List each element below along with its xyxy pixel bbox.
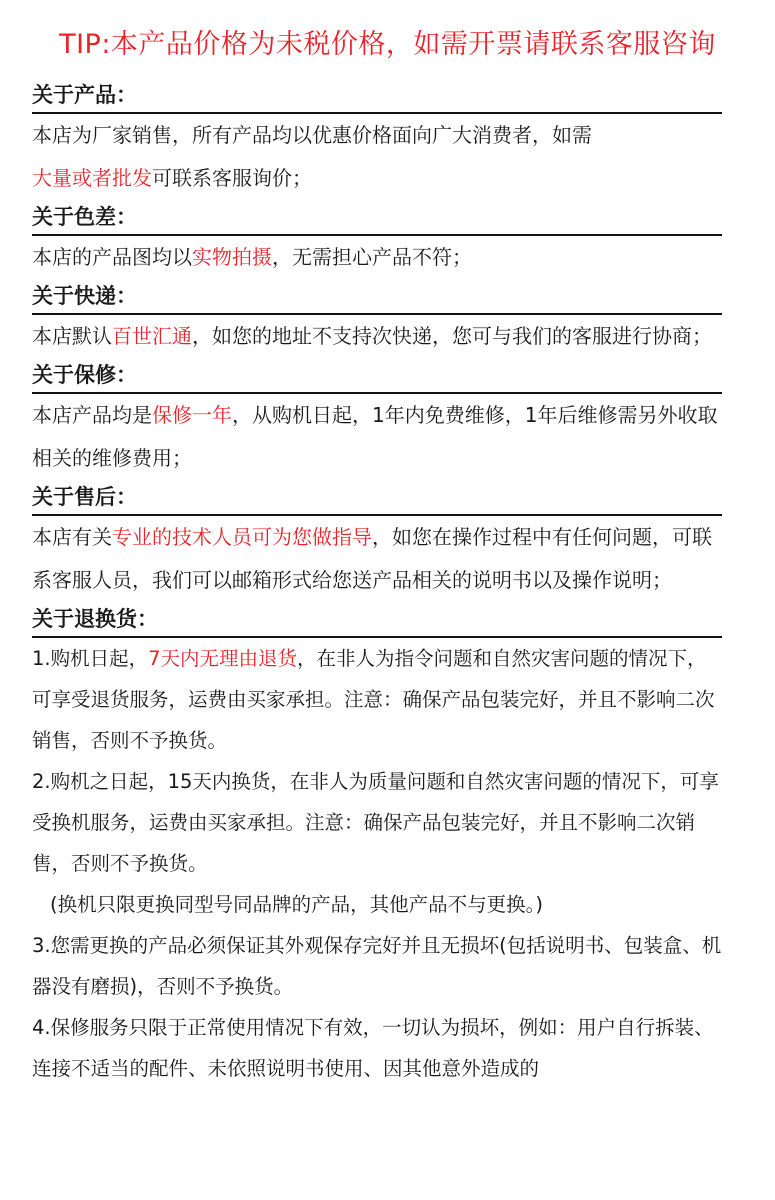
list-item: 2.购机之日起，15天内换货，在非人为质量问题和自然灾害问题的情况下，可享受换机服务，运费由买家承担。注意：确保产品包装完好，并且不影响二次销售，否则不予换货。 <box>32 770 719 875</box>
section-text: 本店产品均是保修一年，从购机日起，1年内免费维修，1年后维修需另外收取相关的维修费用； <box>32 403 718 470</box>
section-heading: 关于产品： <box>32 78 722 114</box>
highlight-text: 大量或者批发 <box>32 166 152 190</box>
section-returns <box>32 602 722 1089</box>
section-product <box>32 78 722 200</box>
section-delivery <box>32 279 722 358</box>
section-heading: 关于退换货： <box>32 602 722 638</box>
section-text: 本店有关专业的技术人员可为您做指导，如您在操作过程中有任何问题，可联系客服人员，我们可以邮箱形式给您送产品相关的说明书以及操作说明； <box>32 525 712 592</box>
section-warranty <box>32 358 722 480</box>
section-color <box>32 200 722 279</box>
highlight-text: 百世汇通 <box>112 324 192 348</box>
section-text: 本店为厂家销售，所有产品均以优惠价格面向广大消费者，如需 大量或者批发可联系客服询价； <box>32 123 592 190</box>
section-heading: 关于快递： <box>32 279 722 315</box>
highlight-text: 实物拍摄 <box>192 245 272 269</box>
highlight-text: 7天内无理由退货 <box>148 647 298 670</box>
section-heading: 关于售后： <box>32 480 722 516</box>
section-text: 本店的产品图均以实物拍摄，无需担心产品不符； <box>32 245 472 269</box>
section-heading: 关于保修： <box>32 358 722 394</box>
list-item: 4.保修服务只限于正常使用情况下有效，一切认为损坏，例如：用户自行拆装、连接不适当的配件、未依照说明书使用、因其他意外造成的 <box>32 1016 714 1080</box>
policy-content <box>32 78 722 1089</box>
section-heading: 关于色差： <box>32 200 722 236</box>
list-item: 1.购机日起，7天内无理由退货，在非人为指令问题和自然灾害问题的情况下，可享受退货服务，运费由买家承担。注意：确保产品包装完好，并且不影响二次销售，否则不予换货。 <box>32 647 715 752</box>
section-aftersale <box>32 480 722 602</box>
highlight-text: 保修一年 <box>152 403 232 427</box>
section-text: 本店默认百世汇通，如您的地址不支持次快递，您可与我们的客服进行协商； <box>32 324 712 348</box>
list-item-note: (换机只限更换同型号同品牌的产品，其他产品不与更换。) <box>50 893 543 916</box>
highlight-text: 专业的技术人员可为您做指导 <box>112 525 372 549</box>
list-item: 3.您需更换的产品必须保证其外观保存完好并且无损坏(包括说明书、包装盒、机器没有磨损)，否则不予换货。 <box>32 934 722 998</box>
tip-banner: TIP:本产品价格为未税价格，如需开票请联系客服咨询 <box>59 29 716 60</box>
